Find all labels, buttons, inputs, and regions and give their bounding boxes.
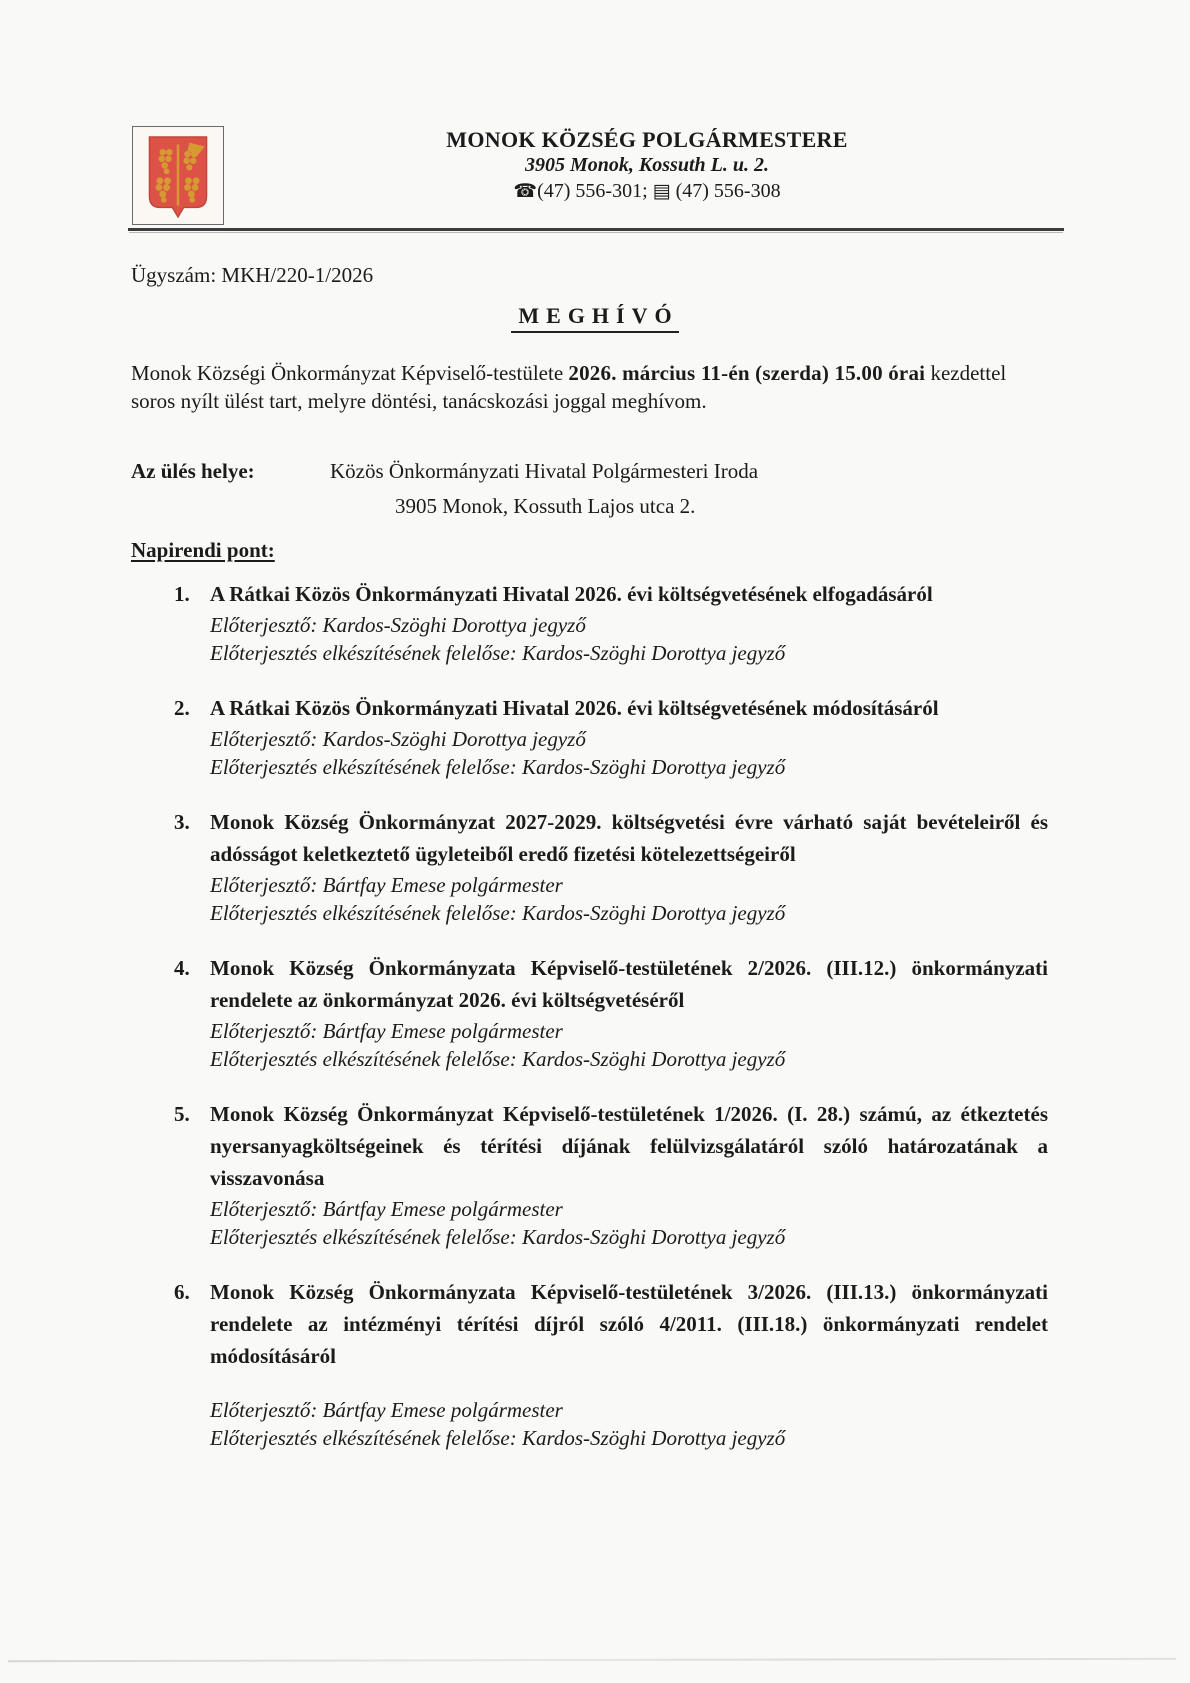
- page-bottom-scan-artifact: [8, 1658, 1176, 1662]
- agenda-item-number: 4.: [174, 956, 190, 980]
- agenda-item-title: Monok Község Önkormányzat Képviselő-testületének 1/2026. (I. 28.) számú, az étkeztetés nyersanyagköltségeinek és térítési díjának felülvizsgálatáról szóló határozatának a visszavonása: [210, 1102, 1048, 1190]
- agenda-item-presenter: Előterjesztő: Bártfay Emese polgármester: [210, 873, 563, 897]
- case-number: [131, 263, 1050, 288]
- agenda-item-title: Monok Község Önkormányzat 2027-2029. költségvetési évre várható saját bevételeiről és adósságot keletkeztető ügyleteiből eredő fizetési kötelezettségeiről: [210, 810, 1048, 866]
- monok-coat-of-arms-icon: [138, 131, 218, 221]
- agenda-item-5: [174, 1098, 1048, 1251]
- fax-icon: ▤: [652, 180, 671, 202]
- agenda-list: [174, 578, 1048, 1452]
- agenda-item-title: A Rátkai Közös Önkormányzati Hivatal 2026. évi költségvetésének elfogadásáról: [210, 582, 933, 606]
- agenda-item-responsible: Előterjesztés elkészítésének felelőse: Kardos-Szöghi Dorottya jegyző: [210, 1225, 786, 1249]
- agenda-item-4: [174, 952, 1048, 1073]
- phone-icon: ☎: [513, 180, 538, 202]
- agenda-item-6: [174, 1276, 1048, 1452]
- agenda-item-number: 1.: [174, 582, 190, 606]
- venue-line1: Közös Önkormányzati Hivatal Polgármesteri Iroda: [330, 459, 759, 483]
- org-title: MONOK KÖZSÉG POLGÁRMESTERE: [446, 127, 848, 152]
- intro-paragraph: [131, 360, 1049, 415]
- fax-number: (47) 556-308: [675, 180, 781, 202]
- agenda-item-responsible: Előterjesztés elkészítésének felelőse: Kardos-Szöghi Dorottya jegyző: [210, 641, 786, 665]
- agenda-item-presenter: Előterjesztő: Bártfay Emese polgármester: [210, 1019, 563, 1043]
- coat-of-arms: [132, 126, 224, 225]
- intro-pre: Monok Községi Önkormányzat Képviselő-testülete: [131, 361, 569, 385]
- case-number-label: Ügyszám:: [131, 263, 217, 287]
- intro-post: kezdettel soros nyílt ülést tart, melyre döntési, tanácskozási joggal meghívom.: [131, 361, 1007, 413]
- agenda-item-title: A Rátkai Közös Önkormányzati Hivatal 2026. évi költségvetésének módosításáról: [210, 696, 939, 720]
- venue-row: [131, 459, 1050, 484]
- venue-block: [131, 459, 1050, 519]
- agenda-item-title: Monok Község Önkormányzata Képviselő-testületének 2/2026. (III.12.) önkormányzati rendelete az önkormányzat 2026. évi költségvetéséről: [210, 956, 1048, 1012]
- agenda-item-title: Monok Község Önkormányzata Képviselő-testületének 3/2026. (III.13.) önkormányzati rendelete az intézményi térítési díjról szóló 4/2011. (III.18.) önkormányzati rendelet módosításáról: [210, 1280, 1048, 1368]
- letterhead-text: [224, 126, 1070, 204]
- agenda-item-responsible: Előterjesztés elkészítésének felelőse: Kardos-Szöghi Dorottya jegyző: [210, 755, 786, 779]
- case-number-value: MKH/220-1/2026: [221, 263, 374, 287]
- agenda-item-responsible: Előterjesztés elkészítésének felelőse: Kardos-Szöghi Dorottya jegyző: [210, 1047, 786, 1071]
- agenda-item-presenter: Előterjesztő: Kardos-Szöghi Dorottya jegyző: [210, 727, 586, 751]
- intro-datetime: 2026. március 11-én (szerda) 15.00 órai: [568, 361, 926, 385]
- agenda-item-number: 2.: [174, 696, 190, 720]
- org-address: 3905 Monok, Kossuth L. u. 2.: [525, 154, 769, 176]
- agenda-item-number: 5.: [174, 1102, 190, 1126]
- org-contact: [224, 178, 1070, 204]
- venue-line2: 3905 Monok, Kossuth Lajos utca 2.: [395, 494, 696, 518]
- agenda-item-2: [174, 692, 1048, 781]
- document-title-wrap: [0, 303, 1190, 333]
- agenda-item-presenter: Előterjesztő: Kardos-Szöghi Dorottya jegyző: [210, 613, 586, 637]
- agenda-item-presenter: Előterjesztő: Bártfay Emese polgármester: [210, 1398, 563, 1422]
- agenda-item-3: [174, 806, 1048, 927]
- agenda-item-number: 3.: [174, 810, 190, 834]
- agenda-heading: Napirendi pont:: [131, 538, 275, 562]
- agenda-item-number: 6.: [174, 1280, 190, 1304]
- agenda-item-1: [174, 578, 1048, 667]
- venue-label: Az ülés helye:: [131, 459, 255, 483]
- agenda-item-presenter: Előterjesztő: Bártfay Emese polgármester: [210, 1197, 563, 1221]
- letterhead: [0, 0, 1190, 225]
- document-title: MEGHÍVÓ: [511, 303, 678, 333]
- agenda-item-responsible: Előterjesztés elkészítésének felelőse: Kardos-Szöghi Dorottya jegyző: [210, 901, 786, 925]
- header-divider: [128, 228, 1064, 231]
- phone-number: (47) 556-301;: [537, 180, 648, 202]
- agenda-item-responsible: Előterjesztés elkészítésének felelőse: Kardos-Szöghi Dorottya jegyző: [210, 1426, 786, 1450]
